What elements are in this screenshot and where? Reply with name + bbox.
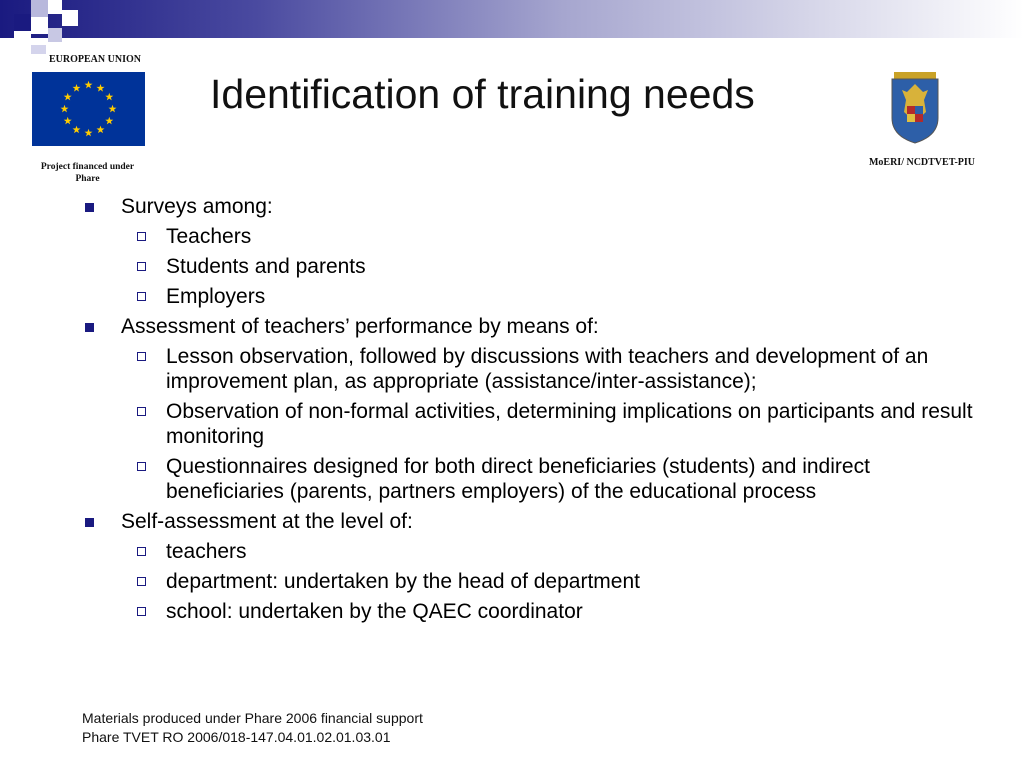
- hollow-square-bullet-icon: [137, 232, 146, 241]
- sub-bullet-text: Teachers: [166, 225, 252, 248]
- hollow-square-bullet-icon: [137, 462, 146, 471]
- hollow-square-bullet-icon: [137, 262, 146, 271]
- sub-bullet-item: [82, 399, 976, 449]
- decor-square: [62, 10, 78, 26]
- sub-bullet-text: Observation of non-formal activities, determining implications on participants and result monitoring: [166, 400, 973, 448]
- sub-bullet-item: [82, 224, 976, 249]
- sub-bullet-text: school: undertaken by the QAEC coordinator: [166, 600, 583, 623]
- decor-square: [31, 17, 48, 34]
- hollow-square-bullet-icon: [137, 407, 146, 416]
- bullet-text: Self-assessment at the level of:: [121, 510, 413, 533]
- eu-flag-icon: [32, 72, 145, 146]
- sub-bullet-text: department: undertaken by the head of department: [166, 570, 640, 593]
- footer-line-1: Materials produced under Phare 2006 financial support: [82, 710, 423, 726]
- sub-bullet-text: Questionnaires designed for both direct beneficiaries (students) and indirect beneficiaries (parents, partners employers) of the educational process: [166, 455, 870, 503]
- square-bullet-icon: [85, 518, 94, 527]
- hollow-square-bullet-icon: [137, 292, 146, 301]
- project-financed-text: [30, 161, 145, 185]
- sub-bullet-item: [82, 569, 976, 594]
- decor-square: [31, 0, 48, 17]
- footer-line-2: Phare TVET RO 2006/018-147.04.01.02.01.03.01: [82, 729, 391, 745]
- decor-square: [14, 14, 31, 31]
- decor-square: [14, 31, 31, 48]
- sub-bullet-item: [82, 539, 976, 564]
- bullet-item: [82, 314, 982, 339]
- ministry-label: MoERI/ NCDTVET-PIU: [868, 157, 975, 168]
- hollow-square-bullet-icon: [137, 352, 146, 361]
- bullet-item: [82, 509, 982, 534]
- footer: [82, 709, 423, 747]
- bullet-item: [82, 194, 982, 219]
- slide-content: [82, 194, 982, 629]
- hollow-square-bullet-icon: [137, 547, 146, 556]
- hollow-square-bullet-icon: [137, 577, 146, 586]
- sub-bullet-item: [82, 344, 976, 394]
- sub-bullet-item: [82, 254, 976, 279]
- bullet-text: Assessment of teachers’ performance by means of:: [121, 315, 599, 338]
- romania-coat-of-arms-icon: [888, 72, 942, 144]
- decor-square: [48, 28, 62, 42]
- sub-bullet-item: [82, 599, 976, 624]
- square-bullet-icon: [85, 323, 94, 332]
- bullet-text: Surveys among:: [121, 195, 273, 218]
- header-gradient-band: [0, 0, 1024, 38]
- sub-bullet-text: Employers: [166, 285, 266, 308]
- square-bullet-icon: [85, 203, 94, 212]
- project-line-1: Project financed under: [40, 162, 135, 172]
- sub-bullet-text: Students and parents: [166, 255, 366, 278]
- hollow-square-bullet-icon: [137, 607, 146, 616]
- eu-label: EUROPEAN UNION: [49, 54, 141, 65]
- sub-bullet-text: Lesson observation, followed by discussions with teachers and development of an improvement plan, as appropriate (assistance/inter-assistance);: [166, 345, 929, 393]
- sub-bullet-item: [82, 454, 976, 504]
- decor-square: [31, 45, 46, 54]
- sub-bullet-text: teachers: [166, 540, 247, 563]
- project-line-2: Phare: [75, 174, 100, 184]
- sub-bullet-item: [82, 284, 976, 309]
- page-title: Identification of training needs: [210, 71, 755, 117]
- decor-square: [48, 0, 62, 14]
